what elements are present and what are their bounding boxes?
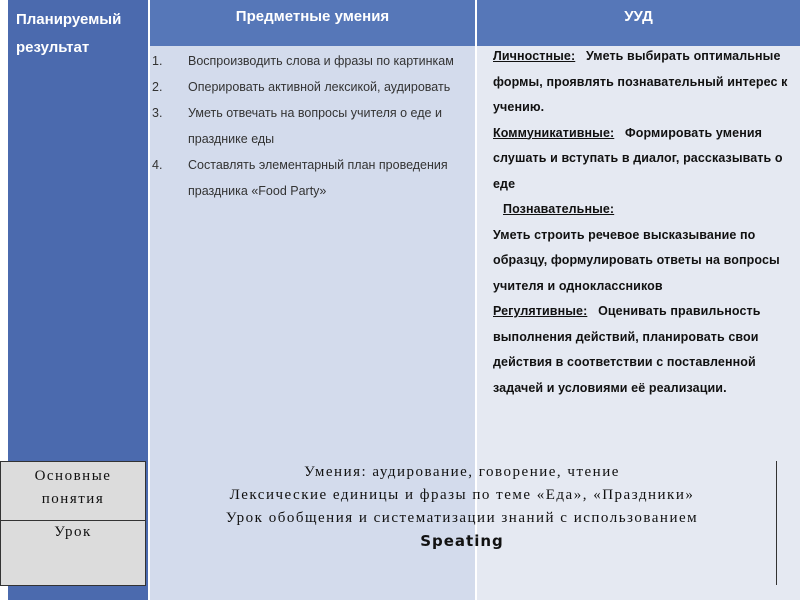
list-item-text: Уметь отвечать на вопросы учителя о еде и празднике еды xyxy=(188,106,442,146)
uud-header-label: УУД xyxy=(624,8,653,25)
list-item-number: 4. xyxy=(152,158,163,172)
subject-skills-header-label: Предметные умения xyxy=(235,8,390,25)
communicative-label: Коммуникативные: xyxy=(493,125,615,140)
regulative-text: Оценивать правильность выполнения действий, планировать свои действия в соответствии с поставленной задачей и условиями её реализации. xyxy=(493,304,761,395)
personal-text: Уметь выбирать оптимальные формы, проявлять познавательный интерес к учению. xyxy=(493,49,788,114)
list-item-text: Оперировать активной лексикой, аудировать xyxy=(188,80,451,94)
overlay-line-lesson-type: Урок обобщения и систематизации знаний с использованием xyxy=(225,510,699,526)
subject-skills-list xyxy=(152,48,472,204)
basic-concepts-label: Основные понятия xyxy=(1,462,145,521)
list-item xyxy=(152,48,472,74)
overlay-label-box xyxy=(0,461,146,586)
regulative-label: Регулятивные: xyxy=(493,304,588,318)
list-item xyxy=(152,100,472,152)
subject-skills-header xyxy=(150,0,476,46)
overlay-right-border xyxy=(776,461,777,585)
overlay-line-skills: Умения: аудирование, говорение, чтение xyxy=(304,464,620,480)
overlay-line-speating: Speating xyxy=(420,532,504,550)
list-item xyxy=(152,74,472,100)
communicative-text: Формировать умения слушать и вступать в диалог, рассказывать о еде xyxy=(493,125,783,191)
list-item xyxy=(152,152,472,204)
lesson-label: Урок xyxy=(54,524,92,540)
list-item-text: Воспроизводить слова и фразы по картинкам xyxy=(188,54,454,68)
overlay-content xyxy=(147,461,777,585)
list-item-number: 3. xyxy=(152,106,163,120)
personal-label: Личностные: xyxy=(493,49,576,63)
cognitive-text: Уметь строить речевое высказывание по образцу, формулировать ответы на вопросы учителя и одноклассников xyxy=(493,227,780,293)
list-item-number: 1. xyxy=(152,54,163,68)
cognitive-label: Познавательные: xyxy=(503,202,615,216)
list-item-number: 2. xyxy=(152,80,163,94)
planned-result-header: Планируемый результат xyxy=(16,11,122,56)
overlay-line-lexical-units: Лексические единицы и фразы по теме «Еда», «Праздники» xyxy=(229,487,695,503)
uud-header xyxy=(477,0,800,46)
list-item-text: Составлять элементарный план проведения праздника «Food Party» xyxy=(188,158,448,198)
uud-text xyxy=(493,44,798,401)
